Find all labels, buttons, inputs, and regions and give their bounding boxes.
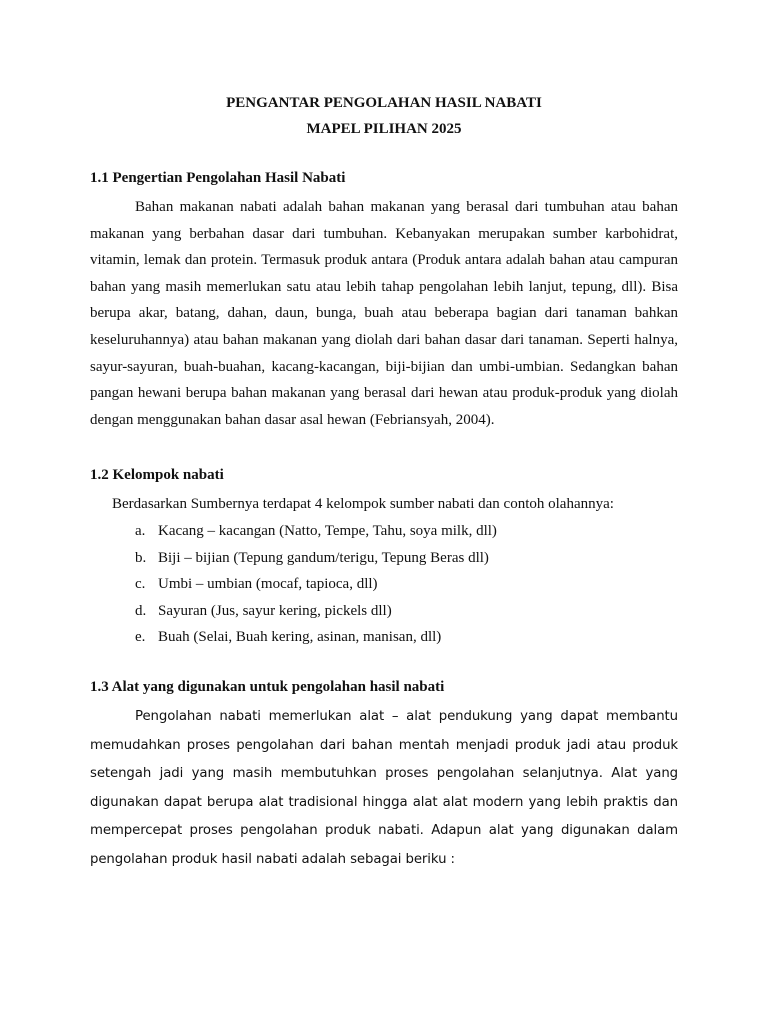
- section-3: [90, 677, 678, 875]
- section-2: [90, 465, 678, 651]
- list-marker: b.: [135, 549, 147, 566]
- section-2-heading: 1.2 Kelompok nabati: [90, 467, 224, 484]
- list-item-text: Biji – bijian (Tepung gandum/terigu, Tepung Beras dll): [158, 549, 489, 566]
- document-subtitle: MAPEL PILIHAN 2025: [306, 121, 462, 137]
- section-3-heading: 1.3 Alat yang digunakan untuk pengolahan hasil nabati: [90, 678, 445, 695]
- section-1: [90, 168, 678, 433]
- list-marker: d.: [135, 602, 147, 619]
- nabati-group-list: [90, 518, 678, 651]
- list-marker: a.: [135, 522, 146, 539]
- list-marker: e.: [135, 629, 146, 646]
- document-title: PENGANTAR PENGOLAHAN HASIL NABATI: [226, 95, 542, 111]
- list-item-text: Kacang – kacangan (Natto, Tempe, Tahu, soya milk, dll): [158, 522, 497, 539]
- list-item: [135, 545, 678, 572]
- list-item: [135, 518, 678, 545]
- section-1-paragraph: Bahan makanan nabati adalah bahan makanan yang berasal dari tumbuhan atau bahan makanan yang berbahan dasar dari tumbuhan. Kebanyakan merupakan sumber karbohidrat, vitamin, lemak dan protein. Termasuk produk antara (Produk antara adalah bahan atau campuran bahan yang masih memerlukan satu atau lebih tahap pengolahan lebih lanjut, tepung, dll). Bisa berupa akar, batang, dahan, daun, bunga, buah atau beberapa bagian dari tanaman bahkan keseluruhannya) atau bahan makanan yang diolah dari bahan dasar dari tanaman. Seperti halnya, sayur-sayuran, buah-buahan, kacang-kacangan, biji-bijian dan umbi-umbian. Sedangkan bahan pangan hewani berupa bahan makanan yang berasal dari hewan atau produk-produk yang diolah dengan menggunakan bahan dasar asal hewan (Febriansyah, 2004).: [90, 199, 678, 428]
- list-item-text: Sayuran (Jus, sayur kering, pickels dll): [158, 602, 392, 619]
- list-item-text: Buah (Selai, Buah kering, asinan, manisan, dll): [158, 629, 442, 646]
- list-item: [135, 598, 678, 625]
- list-item: [135, 624, 678, 651]
- document-page: [90, 90, 678, 874]
- section-2-intro: Berdasarkan Sumbernya terdapat 4 kelompok sumber nabati dan contoh olahannya:: [112, 496, 614, 513]
- list-marker: c.: [135, 576, 146, 593]
- section-1-heading: 1.1 Pengertian Pengolahan Hasil Nabati: [90, 170, 346, 186]
- title-block: [90, 90, 678, 142]
- list-item-text: Umbi – umbian (mocaf, tapioca, dll): [158, 576, 378, 593]
- section-3-paragraph: Pengolahan nabati memerlukan alat – alat pendukung yang dapat membantu memudahkan proses pengolahan dari bahan mentah menjadi produk jadi atau produk setengah jadi yang masih membutuhkan proses pengolahan selanjutnya. Alat yang digunakan dapat berupa alat tradisional hingga alat alat modern yang lebih praktis dan mempercepat proses pengolahan produk nabati. Adapun alat yang digunakan dalam pengolahan produk hasil nabati adalah sebagai beriku :: [90, 708, 678, 867]
- list-item: [135, 571, 678, 598]
